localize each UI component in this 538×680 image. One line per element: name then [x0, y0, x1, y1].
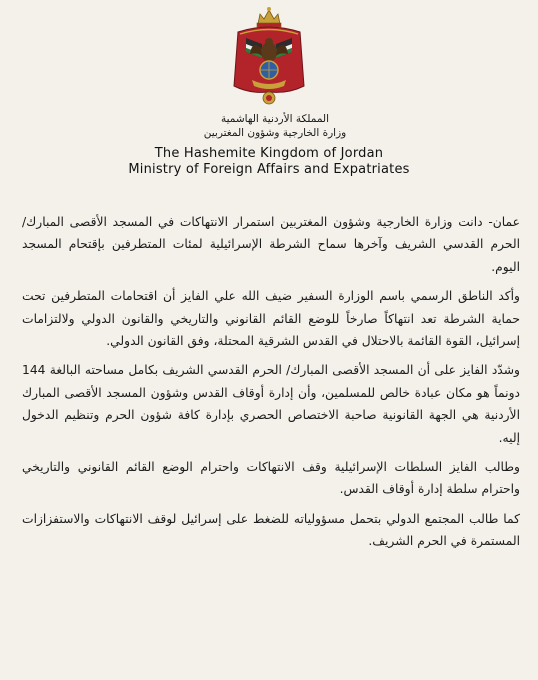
press-statement [22, 211, 520, 560]
letterhead-english-kingdom: The Hashemite Kingdom of Jordan [154, 146, 384, 161]
letterhead-arabic-kingdom: المملكة الأردنية الهاشمية [220, 113, 330, 125]
statement-paragraph-3: وشدّد الفايز على أن المسجد الأقصى المبارك/ الحرم القدسي الشريف بكامل مساحته البالغة 144 دونماً هو مكان عبادة خالص للمسلمين، وأن إدارة أوقاف القدس وشؤون المسجد الأقصى المبارك الأردنية هي الجهة القانونية صاحبة الاختصاص الحصري بإدارة كافة شؤون الحرم وتنظيم الدخول إليه. [22, 363, 520, 445]
letterhead-arabic-ministry: وزارة الخارجية وشؤون المغتربين [203, 127, 347, 139]
letterhead [0, 112, 538, 178]
letterhead-english-ministry: Ministry of Foreign Affairs and Expatriates [128, 162, 410, 177]
statement-paragraph-5: كما طالب المجتمع الدولي بتحمل مسؤولياته للضغط على إسرائيل لوقف الانتهاكات والاستفزازات المستمرة في الحرم الشريف. [22, 511, 520, 549]
statement-paragraph-4: وطالب الفايز السلطات الإسرائيلية وقف الانتهاكات واحترام الوضع القائم القانوني والتاريخي واحترام سلطة إدارة أوقاف القدس. [22, 460, 520, 497]
statement-paragraph-2: وأكد الناطق الرسمي باسم الوزارة السفير ضيف الله علي الفايز أن اقتحامات المتطرفين تحت حماية الشرطة تعد انتهاكاً صارخاً للوضع القائم القانوني والتاريخي والقانون الدولي ولالتزامات إسرائيل، القوة القائمة بالاحتلال في القدس الشرقية المحتلة، وفق القانون الدولي. [22, 289, 520, 349]
jordan-coat-of-arms-icon [228, 4, 310, 108]
statement-paragraph-1: عمان- دانت وزارة الخارجية وشؤون المغتربين استمرار الانتهاكات في المسجد الأقصى المبارك/ الحرم القدسي الشريف وآخرها سماح الشرطة الإسرائيلية لمئات المتطرفين بإقتحام المسجد اليوم. [22, 215, 520, 274]
